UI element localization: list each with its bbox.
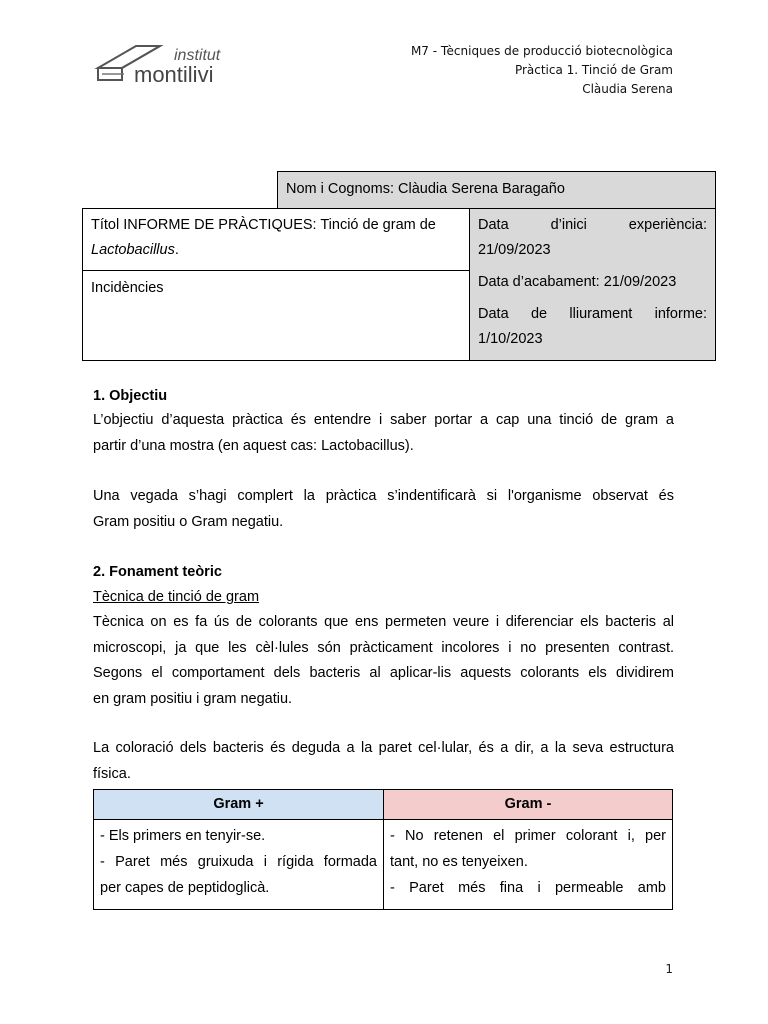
section2-p2-line2: física. xyxy=(93,765,131,782)
section1-p1-line2: partir d’una mostra (en aquest cas: Lactobacillus). xyxy=(93,437,414,454)
section1-paragraph2 xyxy=(93,484,674,535)
gram-positive-header-label: Gram + xyxy=(213,796,264,812)
incidences-label: Incidències xyxy=(91,280,164,296)
section2-paragraph2 xyxy=(93,736,674,787)
section1-p2-line1: Una vegada s’hagi complert la pràctica s’indentificarà si l'organisme observat és xyxy=(93,488,674,504)
title-prefix: Títol INFORME DE PRÀCTIQUES: Tinció de gram de xyxy=(91,217,436,233)
name-cell xyxy=(277,171,716,209)
section1-p2-line2: Gram positiu o Gram negatiu. xyxy=(93,513,284,530)
gram-negative-cell xyxy=(383,819,673,910)
section2-subheading xyxy=(93,585,674,611)
logo-word-bottom: montilivi xyxy=(134,62,214,87)
section2-p1-line4: en gram positiu i gram negatiu. xyxy=(93,690,293,707)
section2-p2-line1: La coloració dels bacteris és deguda a la paret cel·lular, és a dir, a la seva estructura xyxy=(93,740,674,756)
delivery-date-label: Data de lliurament informe: xyxy=(478,306,707,322)
gram-positive-line1: - Els primers en tenyir-se. xyxy=(100,828,266,844)
title-suffix: . xyxy=(174,242,179,258)
title-species: Lactobacillus xyxy=(91,242,175,258)
header-author: Clàudia Serena xyxy=(582,82,673,96)
student-name: Nom i Cognoms: Clàudia Serena Baragaño xyxy=(286,181,565,197)
gram-negative-header xyxy=(383,789,673,820)
logo-word-top: institut xyxy=(174,47,221,64)
delivery-date-value: 1/10/2023 xyxy=(478,331,543,347)
gram-negative-header-label: Gram - xyxy=(504,796,552,812)
section1-heading: 1. Objectiu xyxy=(93,388,168,404)
title-cell xyxy=(82,208,470,271)
page-number: 1 xyxy=(665,962,673,976)
section2-p1-line2: microscopi, ja que les cèl·lules són pràcticament incolores i no presenten contrast. xyxy=(93,639,674,656)
section2-heading: 2. Fonament teòric xyxy=(93,564,222,580)
gram-negative-line3: - Paret més fina i permeable amb xyxy=(390,880,666,896)
start-date-value: 21/09/2023 xyxy=(478,242,551,258)
gram-positive-header xyxy=(93,789,384,820)
header-practice: Pràctica 1. Tinció de Gram xyxy=(514,63,673,77)
incidences-cell xyxy=(82,270,470,361)
section1-paragraph1 xyxy=(93,408,674,459)
gram-negative-line1: - No retenen el primer colorant i, per xyxy=(390,828,666,844)
section1-p1-line1: L’objectiu d’aquesta pràctica és entendre i saber portar a cap una tinció de gram a xyxy=(93,412,674,428)
start-date-label: Data d’inici experiència: xyxy=(478,217,707,233)
section2-p1-line3: Segons el comportament dels bacteris al aplicar-lis aquests colorants els dividirem xyxy=(93,665,674,681)
section2-p1-line1: Tècnica on es fa ús de colorants que ens permeten veure i diferenciar els bacteris al xyxy=(93,614,674,630)
gram-positive-cell xyxy=(93,819,384,910)
header-course: M7 - Tècniques de producció biotecnològica xyxy=(410,44,673,58)
dates-cell xyxy=(469,208,716,361)
section2-subheading-text: Tècnica de tinció de gram xyxy=(93,589,260,605)
section2-paragraph1 xyxy=(93,610,674,712)
institut-montilivi-logo xyxy=(94,40,234,88)
end-date: Data d’acabament: 21/09/2023 xyxy=(478,274,677,290)
gram-positive-line3: per capes de peptidoglicà. xyxy=(100,880,270,896)
gram-positive-line2: - Paret més gruixuda i rígida formada xyxy=(100,854,377,870)
gram-negative-line2: tant, no es tenyeixen. xyxy=(390,854,528,870)
